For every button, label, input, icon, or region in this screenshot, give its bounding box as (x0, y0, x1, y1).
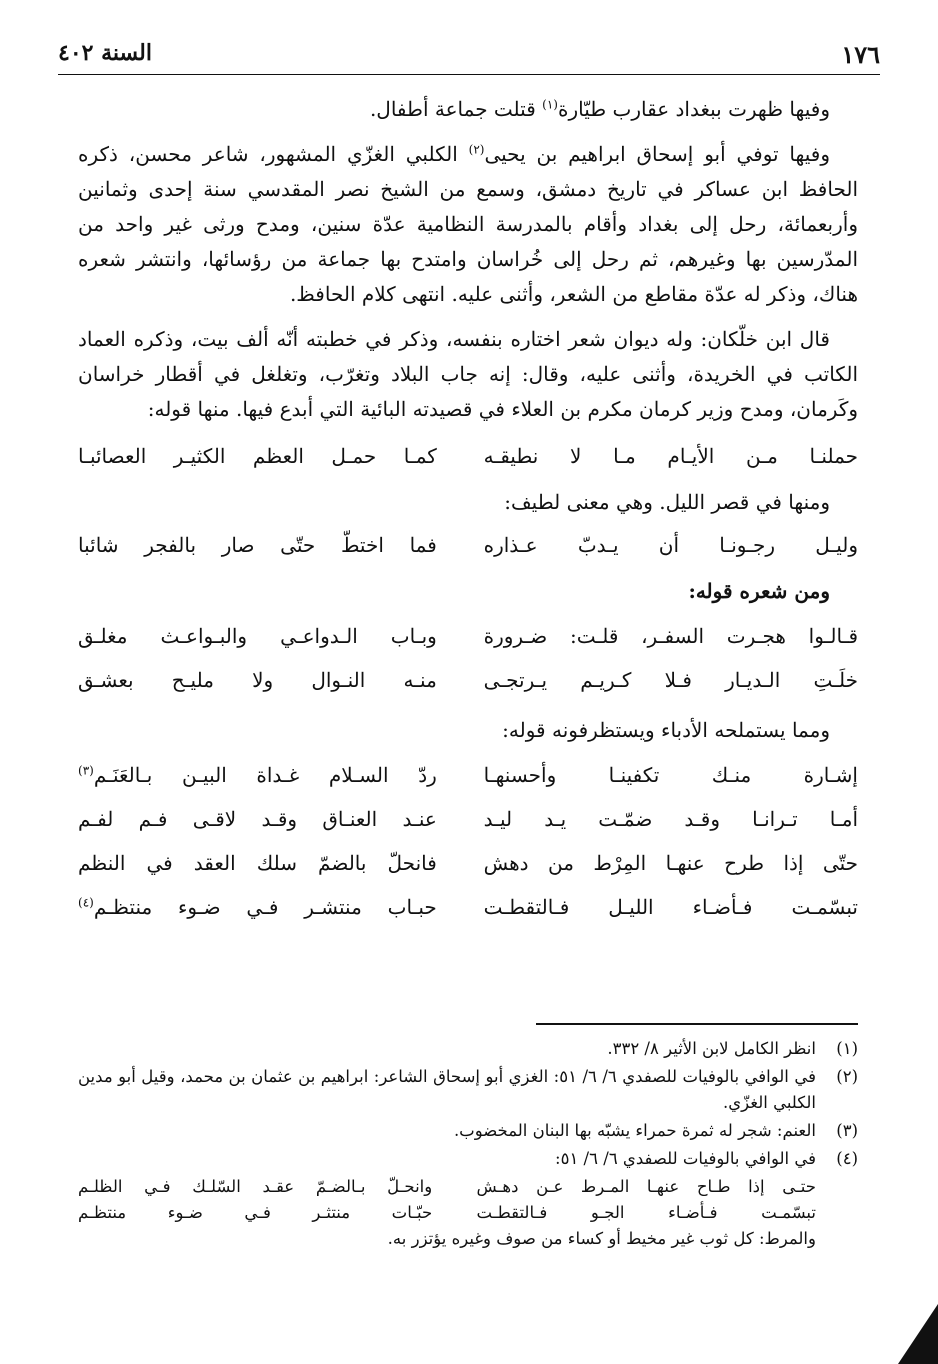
verse-hemistich-second: كمـا حمـل العظم الكثيـر العصائبـا (78, 444, 437, 468)
verse-hemistich-first: إشـارة منـك تكفينـا وأحسنهـا (483, 763, 858, 787)
footnote-number: (٤) (836, 1149, 858, 1168)
verse-block-3 (78, 617, 858, 699)
footnote-number: (١) (836, 1039, 858, 1058)
footnote-number: (٣) (836, 1121, 858, 1140)
footnote-text: العنم: شجر له ثمرة حمراء يشبّه بها البنان المخضوب. (453, 1121, 816, 1140)
footnote-text: انظر الكامل لابن الأثير ٨/ ٣٣٢. (607, 1039, 816, 1058)
footnote-ref-2: (٢) (468, 142, 485, 157)
verse-hemistich-first: تبسّمـت فـأضـاء الليـل فـالتقطـت (483, 895, 858, 919)
paragraph-1 (78, 92, 858, 127)
page-header (58, 40, 880, 75)
verse-hemistich-second: وانحـلّ بـالضـمّ عقـد السّلـك فـي الظلـم (78, 1177, 433, 1196)
verse-hemistich-first: خلَـتِ الـديـار فـلا كـريـم يـرتجـى (483, 668, 858, 692)
verse-text: حبـاب منتشـر فـي ضـوء منتظـم (93, 895, 437, 919)
verse-line (78, 844, 858, 882)
footnote-item (78, 1064, 858, 1116)
verse-hemistich-second (78, 756, 437, 794)
verse-block-4 (78, 756, 858, 926)
verse-hemistich-first: حتـى إذا طـاح عنهـا المـرط عـن دهـش (476, 1177, 816, 1196)
footnotes (78, 1036, 858, 1252)
footnote-verse-line (78, 1200, 816, 1226)
verse-line (78, 437, 858, 475)
footnote-ref-1: (١) (542, 97, 558, 112)
verse-line (78, 888, 858, 926)
verse-intro: ومن شعره قوله: (688, 579, 830, 603)
verse-text: ردّ السـلام غـداة البيـن بـالعَنَـم (93, 763, 437, 787)
verse-hemistich-first: وليـل رجـونـا أن يـدبّ عـذاره (483, 533, 858, 557)
footnote-item (78, 1146, 858, 1172)
footnote-item (78, 1118, 858, 1144)
verse-hemistich-second: عنـد العنـاق وقـد لاقـى فـم لفـم (78, 807, 437, 831)
verse-hemistich-second: حبّـات منتثـر فـي ضـوء منتظـم (78, 1203, 433, 1222)
verse-line (78, 526, 858, 564)
paragraph-2 (78, 137, 858, 312)
paragraph-2-text-a: وفيها توفي أبو إسحاق ابراهيم بن يحيى (484, 142, 830, 166)
footnote-separator (536, 1023, 858, 1025)
verse-hemistich-second: فما اختطّ حتّى صار بالفجر شائبا (78, 533, 437, 557)
verse-line (78, 756, 858, 794)
page-number: ١٧٦ (841, 40, 880, 69)
verse-hemistich-first: تبسّمـت فـأضـاء الجـو فـالتقطـت (476, 1203, 816, 1222)
paragraph-1-text-b: قتلت جماعة أطفال. (369, 97, 543, 121)
verse-hemistich-second: منـه النـوال ولا مليـح بعشـق (78, 668, 437, 692)
verse-hemistich-first: أمـا تـرانـا وقـد ضمّـت يـد ليـد (483, 807, 858, 831)
verse-intro: ومما يستملحه الأدباء ويستظرفونه قوله: (502, 718, 830, 742)
running-head-year: السنة ٤٠٢ (58, 40, 152, 66)
footnote-ref-4: (٤) (78, 895, 94, 910)
footnote-text: في الوافي بالوفيات للصفدي ٦/ ٦/ ٥١: (555, 1149, 816, 1168)
verse-intro: ومنها في قصر الليل. وهي معنى لطيف: (504, 490, 830, 514)
verse-line (78, 661, 858, 699)
verse-hemistich-first: قـالـوا هجـرت السفـر، قلـت: ضـرورة (483, 624, 858, 648)
footnote-verse-line (78, 1174, 816, 1200)
footnote-ref-3: (٣) (78, 763, 94, 778)
verse-line (78, 617, 858, 655)
paragraph-2-text-b: الكلبي الغزّي المشهور، شاعر محسن، ذكره الحافظ ابن عساكر في تاريخ دمشق، وسمع من الشيخ نصر المقدسي سنة إحدى وثمانين وأربعمائة، رحل إلى بغداد وأقام بالمدرسة النظامية عدّة سنين، ومدح ورثى غير واحد من المدّرسين بها وغيرهم، ثم رحل إلى خُراسان وامتدح بها جماعة من رؤسائها، وانتشر شعره هناك، وذكر له عدّة مقاطع من الشعر، وأثنى عليه. انتهى كلام الحافظ. (78, 142, 858, 306)
footnote-text: في الوافي بالوفيات للصفدي ٦/ ٦/ ٥١: الغزي أبو إسحاق الشاعر: ابراهيم بن عثمان بن محمد، وقيل أبو مدين الكلبي الغزّي. (78, 1067, 816, 1112)
paragraph-1-text-a: وفيها ظهرت ببغداد عقارب طيّارة (557, 97, 830, 121)
main-text (78, 92, 858, 940)
footnote-item (78, 1036, 858, 1062)
verse-hemistich-first: حملنـا مـن الأيـام مـا لا نطيقـه (483, 444, 858, 468)
footnote-gloss: والمرط: كل ثوب غير مخيط أو كساء من صوف وغيره يؤتزر به. (387, 1229, 816, 1248)
verse-hemistich-second: وبـاب الـدواعـي والبـواعـث مغلـق (78, 624, 437, 648)
verse-hemistich-first: حتّى إذا طرح عنهـا المِرْط من دهش (483, 851, 858, 875)
footnote-number: (٢) (836, 1067, 858, 1086)
verse-line (78, 800, 858, 838)
page-corner-mark (898, 1304, 938, 1364)
paragraph-3: قال ابن خلّكان: وله ديوان شعر اختاره بنفسه، وذكر في خطبته أنّه ألف بيت، وذكره العماد الكاتب في الخريدة، وأثنى عليه، وقال: إنه جاب البلاد وتغرّب، وتغلغل في أقطار خراسان وكَرمان، ومدح وزير كرمان مكرم بن العلاء في قصيدته البائية التي أبدع فيها. منها قوله: (78, 327, 859, 421)
verse-hemistich-second: فانحلّ بالضمّ سلك العقد في النظم (78, 851, 437, 875)
verse-hemistich-second (78, 888, 437, 926)
